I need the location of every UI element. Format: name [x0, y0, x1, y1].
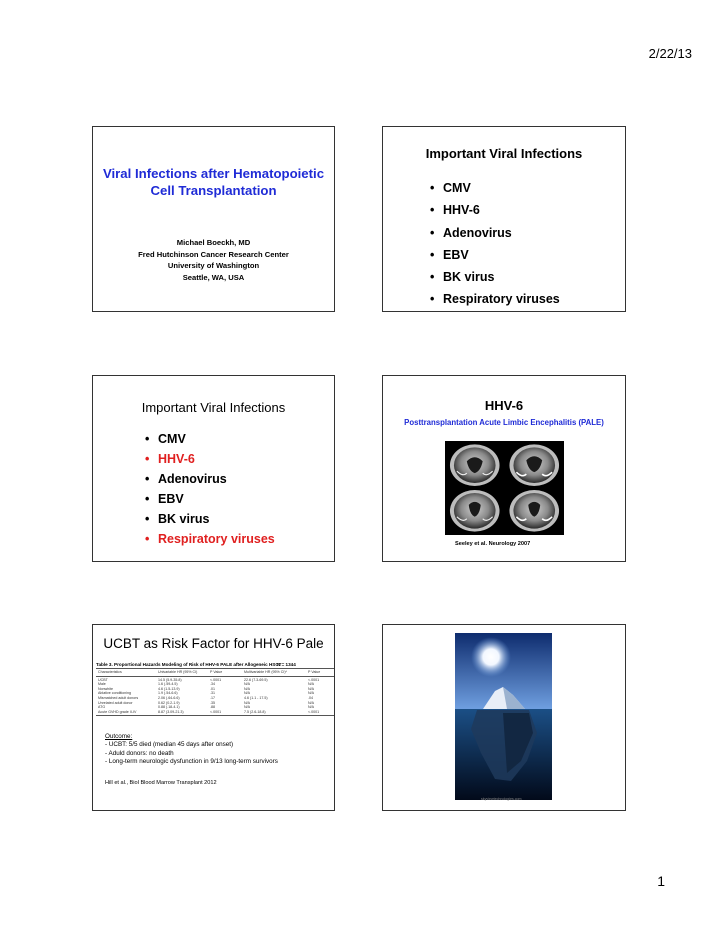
- table-cell: 4.6 (1.5-13.9): [158, 686, 180, 691]
- slide-heading: Important Viral Infections: [425, 146, 583, 161]
- virus-list: [430, 177, 560, 311]
- image-credit: skyviewtechnologies.com: [481, 797, 522, 801]
- virus-list: [145, 429, 275, 549]
- table-cell: 4.6 (1.1 - 17.5): [244, 695, 268, 700]
- table-cell: 14.5 (5.9-35.8): [158, 677, 182, 682]
- table-cell: N/A: [244, 686, 250, 691]
- mri-panel-bottom-left: [450, 490, 500, 532]
- table-sample-size: N = 1344: [277, 662, 296, 667]
- slide-heading: UCBT as Risk Factor for HHV-6 Pale: [103, 636, 324, 651]
- list-item: • Adenovirus: [145, 469, 275, 489]
- table-cell: 0.62 (0.2-1.9): [158, 700, 180, 705]
- table-cell: .17: [210, 695, 215, 700]
- mri-panel-top-right: [509, 444, 559, 486]
- table-cell: N/A: [244, 691, 250, 696]
- table-cell: 22.6 (7.3-69.5): [244, 677, 268, 682]
- list-item: • Respiratory viruses: [430, 288, 560, 310]
- outcome-heading: Outcome:: [105, 733, 133, 740]
- title-line-2: Cell Transplantation: [150, 183, 277, 198]
- table-cell: .34: [210, 682, 215, 687]
- slide-ucbt-risk-factor: [92, 624, 335, 811]
- table-header: Multivariable HR (95% CI)*: [244, 670, 287, 674]
- list-item: • CMV: [145, 429, 275, 449]
- list-item: • HHV-6: [430, 199, 560, 221]
- outcome-item: - UCBT: 5/5 died (median 45 days after onset): [105, 741, 234, 749]
- table-header: P Value: [210, 670, 223, 674]
- slide-title: [92, 126, 335, 312]
- list-item: • BK virus: [430, 266, 560, 288]
- author-block: [93, 237, 334, 283]
- slide-subtitle: Posttransplantation Acute Limbic Encephalitis (PALE): [404, 418, 604, 427]
- table-caption: Table 3. Proportional Hazards Modeling of Risk of HHV-6 PALE after Allogeneic HSCT: [96, 662, 282, 667]
- author-institution: Fred Hutchinson Cancer Research Center: [138, 249, 289, 259]
- table-header: Characteristics: [98, 670, 122, 674]
- author-location: Seattle, WA, USA: [182, 272, 245, 282]
- page-date: 2/22/13: [648, 46, 692, 61]
- table-cell: Ablative conditioning: [98, 691, 131, 696]
- list-item-highlighted: • Respiratory viruses: [145, 529, 275, 549]
- table-header-row: [96, 670, 335, 675]
- list-item: • Adenovirus: [430, 222, 560, 244]
- slide-heading: Important Viral Infections: [141, 400, 286, 415]
- page-number: 1: [657, 873, 665, 889]
- citation: Seeley et al. Neurology 2007: [455, 541, 531, 547]
- list-item: • CMV: [430, 177, 560, 199]
- table-cell: .31: [210, 691, 215, 696]
- table-cell: N/A: [308, 705, 314, 710]
- table-cell: <.0001: [308, 677, 320, 682]
- table-cell: Acute GVHD grade II-IV: [98, 709, 137, 714]
- table-cell: N/A: [308, 700, 314, 705]
- outcome-block: [105, 733, 278, 766]
- table-cell: Unrelated adult donor: [98, 700, 133, 705]
- table-cell: Male: [98, 682, 106, 687]
- slide-title-heading: [93, 165, 334, 199]
- outcome-item: - Long-term neurologic dysfunction in 9/13 long-term survivors: [105, 757, 278, 765]
- table-cell: 0.88 (.18-4.1): [158, 705, 180, 710]
- table-cell: 1.6 (.59-4.5): [158, 682, 178, 687]
- table-cell: 7.5 (2.6-18.8): [244, 709, 266, 714]
- mri-panel-bottom-right: [509, 490, 559, 532]
- slide-important-viral-infections-highlighted: [92, 375, 335, 562]
- table-cell: .35: [210, 700, 215, 705]
- table-cell: 2.06 (.64-6.6): [158, 695, 180, 700]
- author-name: Michael Boeckh, MD: [176, 238, 251, 247]
- title-line-1: Viral Infections after Hematopoietic: [102, 166, 325, 181]
- table-cell: N/A: [308, 686, 314, 691]
- table-cell: UCBT: [98, 677, 108, 682]
- table-cell: ATG: [98, 705, 106, 710]
- author-university: University of Washington: [167, 261, 260, 270]
- iceberg-image: [455, 633, 552, 800]
- table-cell: <.0001: [210, 677, 222, 682]
- table-cell: <.0001: [210, 709, 222, 714]
- list-item: • BK virus: [145, 509, 275, 529]
- slide-hhv6: [382, 375, 626, 562]
- hazards-table: [96, 662, 335, 717]
- table-cell: 1.9 (.54-6.6): [158, 691, 178, 696]
- table-cell: <.0001: [308, 709, 320, 714]
- table-cell: .04: [308, 695, 313, 700]
- table-header: Univariable HR (95% CI): [158, 670, 198, 674]
- slide-iceberg: [382, 624, 626, 811]
- table-cell: 8.87 (3.09-21.3): [158, 709, 184, 714]
- table-cell: Mismatched adult donors: [98, 695, 139, 700]
- citation: Hill et al., Biol Blood Marrow Transplant 2012: [105, 780, 217, 786]
- table-row: [96, 710, 335, 715]
- table-cell: N/A: [308, 682, 314, 687]
- table-cell: N/A: [244, 705, 250, 710]
- table-cell: N/A: [308, 691, 314, 696]
- table-cell: .01: [210, 686, 215, 691]
- list-item: • EBV: [430, 244, 560, 266]
- list-item: • EBV: [145, 489, 275, 509]
- slide-important-viral-infections: [382, 126, 626, 312]
- mri-brain-scans-image: [445, 441, 564, 535]
- slide-heading: HHV-6: [484, 398, 524, 413]
- table-cell: N/A: [244, 682, 250, 687]
- table-cell: N/A: [244, 700, 250, 705]
- outcome-item: - Aduld donors: no death: [105, 749, 174, 757]
- table-header: P Value: [308, 670, 321, 674]
- mri-panel-top-left: [450, 444, 500, 486]
- table-cell: Nonwhite: [98, 686, 113, 691]
- table-cell: .88: [210, 705, 215, 710]
- list-item-highlighted: • HHV-6: [145, 449, 275, 469]
